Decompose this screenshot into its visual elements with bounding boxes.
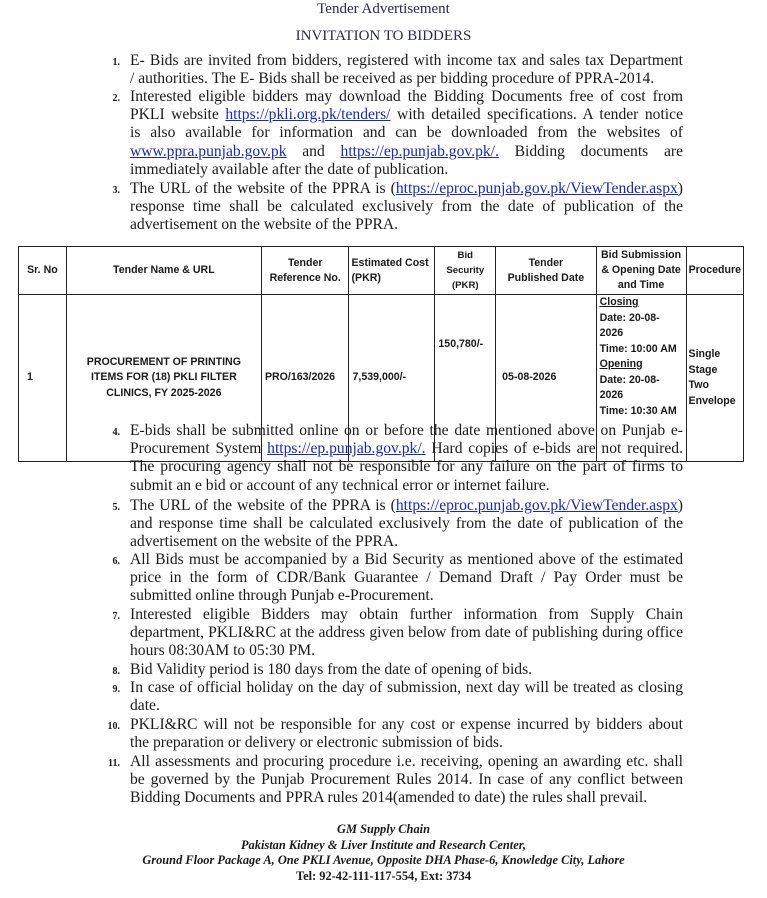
text-line: be governed by the Punjab Procurement Rules 2014. In case of any conflict between xyxy=(130,771,683,789)
footer-address: Ground Floor Package A, One PKLI Avenue, Opposite DHA Phase-6, Knowledge City, Lahore xyxy=(142,853,625,867)
header-sr-no: Sr. No xyxy=(19,247,67,295)
url-link[interactable]: https://pkli.org.pk/tenders/ xyxy=(225,106,391,124)
item-number: 7. xyxy=(112,611,120,622)
text-line: Procurement System https://ep.punjab.gov.pk/. Hard copies of e-bids are not required. xyxy=(130,440,683,458)
text-line: submitted online through Punjab e-Procurement. xyxy=(130,587,434,605)
text-line: In case of official holiday on the day of submission, next day will be treated as closing xyxy=(130,679,683,696)
text-line: All Bids must be accompanied by a Bid Security as mentioned above of the estimated xyxy=(130,551,683,568)
text-line: Interested eligible Bidders may obtain further information from Supply Chain xyxy=(130,606,683,623)
url-link[interactable]: https://ep.punjab.gov.pk/. xyxy=(267,440,426,458)
text-line: / authorities. The E- Bids shall be received as per bidding procedure of PPRA-2014. xyxy=(130,70,655,88)
text-line: PKLI website https://pkli.org.pk/tenders/ with detailed specifications. A tender notice xyxy=(130,106,683,124)
header-bid-security: Bid Security (PKR) xyxy=(435,247,496,295)
text-line: PKLI&RC will not be responsible for any cost or expense incurred by bidders about xyxy=(130,716,683,733)
item-number: 6. xyxy=(112,556,120,567)
closing-label: Closing xyxy=(599,296,639,308)
opening-date: Date: 20-08-2026 xyxy=(599,373,660,401)
header-published-date: Tender Published Date xyxy=(496,247,596,295)
text-line: price in the form of CDR/Bank Guarantee / Demand Draft / Pay Order must be xyxy=(130,569,683,587)
item-number: 9. xyxy=(112,684,120,695)
item-text xyxy=(130,497,683,552)
item-text xyxy=(130,679,683,715)
url-link[interactable]: https://eproc.punjab.gov.pk/ViewTender.aspx xyxy=(395,497,678,514)
item-text xyxy=(130,661,683,679)
header-procedure: Procedure xyxy=(686,247,743,295)
item-text xyxy=(130,180,683,235)
text-line: Interested eligible bidders may download the Bidding Documents free of cost from xyxy=(130,88,683,105)
list-item xyxy=(0,422,767,495)
list-item xyxy=(0,180,767,235)
item-number: 2. xyxy=(112,93,120,104)
text-line: www.ppra.punjab.gov.pk and https://ep.punjab.gov.pk/. Bidding documents are xyxy=(130,142,684,160)
item-number: 5. xyxy=(112,502,120,513)
cell-procedure: Single Stage Two Envelope xyxy=(686,295,743,462)
url-link[interactable]: www.ppra.punjab.gov.pk xyxy=(130,142,287,160)
text-line: immediately available after the date of publication. xyxy=(130,160,449,178)
item-text xyxy=(130,88,683,179)
header-bid-submission: Bid Submission & Opening Date and Time xyxy=(596,247,686,295)
url-link[interactable]: https://eproc.punjab.gov.pk/ViewTender.aspx xyxy=(395,180,678,197)
text-line: The URL of the website of the PPRA is (https://eproc.punjab.gov.pk/ViewTender.aspx) xyxy=(130,180,683,197)
text-line: submit an e bid or account of any technical error or internet failure. xyxy=(130,476,550,494)
item-text xyxy=(130,716,683,752)
text-line: Bid Validity period is 180 days from the date of opening of bids. xyxy=(130,661,533,678)
opening-label: Opening xyxy=(599,358,643,370)
item-text xyxy=(130,52,683,88)
closing-date: Date: 20-08-2026 xyxy=(599,311,660,339)
text-line: date. xyxy=(130,697,160,715)
text-line: E-bids shall be submitted online on or before the date mentioned above on Punjab e- xyxy=(130,422,683,439)
footer-phone: Tel: 92-42-111-117-554, Ext: 3734 xyxy=(295,869,472,883)
item-number: 11. xyxy=(108,758,120,769)
footer-institute: Pakistan Kidney & Liver Institute and Research Center, xyxy=(240,838,526,852)
item-text xyxy=(130,606,683,661)
table-header-row xyxy=(19,247,744,295)
text-line: the preparation or delivery or electronic submission of bids. xyxy=(130,734,503,752)
list-item xyxy=(0,753,767,808)
opening-time: Time: 10:30 AM xyxy=(599,404,677,417)
text-line: All assessments and procuring procedure i.e. receiving, opening an awarding etc. shall xyxy=(130,753,683,770)
header-estimated-cost: Estimated Cost (PKR) xyxy=(349,247,435,295)
header-reference: Tender Reference No. xyxy=(261,247,349,295)
list-item xyxy=(0,497,767,552)
item-number: 4. xyxy=(112,427,120,438)
list-item xyxy=(0,661,767,679)
list-item xyxy=(0,716,767,752)
invitation-heading: INVITATION TO BIDDERS xyxy=(295,28,472,44)
text-line: The URL of the website of the PPRA is (https://eproc.punjab.gov.pk/ViewTender.aspx) xyxy=(130,497,683,514)
cell-estimated-cost: 7,539,000/- xyxy=(349,295,435,462)
list-item xyxy=(0,52,767,88)
header-tender-name: Tender Name & URL xyxy=(66,247,261,295)
text-line: department, PKLI&RC at the address given below from date of publishing during office xyxy=(130,624,683,642)
item-number: 10. xyxy=(107,721,120,732)
list-item xyxy=(0,551,767,606)
item-number: 1. xyxy=(112,57,120,68)
cell-reference: PRO/163/2026 xyxy=(261,295,349,462)
closing-time: Time: 10:00 AM xyxy=(599,342,677,355)
list-item xyxy=(0,679,767,715)
tender-advertisement-title: Tender Advertisement xyxy=(317,1,450,17)
item-text xyxy=(130,422,683,495)
item-text xyxy=(130,753,683,808)
url-link[interactable]: https://ep.punjab.gov.pk/. xyxy=(340,142,499,160)
list-item xyxy=(0,606,767,661)
text-line: hours 08:30AM to 05:30 PM. xyxy=(130,642,315,660)
footer-signatory: GM Supply Chain xyxy=(337,822,430,836)
text-line: and response time shall be calculated exclusively from the date of publication of the xyxy=(130,515,683,533)
cell-published-date: 05-08-2026 xyxy=(496,295,596,462)
item-number: 3. xyxy=(112,185,120,196)
text-line: E- Bids are invited from bidders, registered with income tax and sales tax Department xyxy=(130,52,683,69)
text-line: advertisement on the website of the PPRA. xyxy=(130,216,399,234)
item-number: 8. xyxy=(112,666,120,677)
cell-tender-name: PROCUREMENT OF PRINTING ITEMS FOR (18) PKLI FILTER CLINICS, FY 2025-2026 xyxy=(66,295,261,462)
text-line: advertisement on the website of the PPRA. xyxy=(130,533,399,551)
text-line: response time shall be calculated exclusively from the date of publication of the xyxy=(130,198,683,216)
bid-security-value: 150,780/- xyxy=(438,338,484,350)
text-line: The procuring agency shall not be responsible for any failure on the part of firms to xyxy=(130,458,683,476)
cell-sr-no: 1 xyxy=(19,295,67,462)
item-text xyxy=(130,551,683,606)
list-item xyxy=(0,88,767,179)
text-line: Bidding Documents and PPRA rules 2014(amended to date) the rules shall prevail. xyxy=(130,789,648,807)
text-line: is also available for information and can be downloaded from the websites of xyxy=(130,124,683,142)
